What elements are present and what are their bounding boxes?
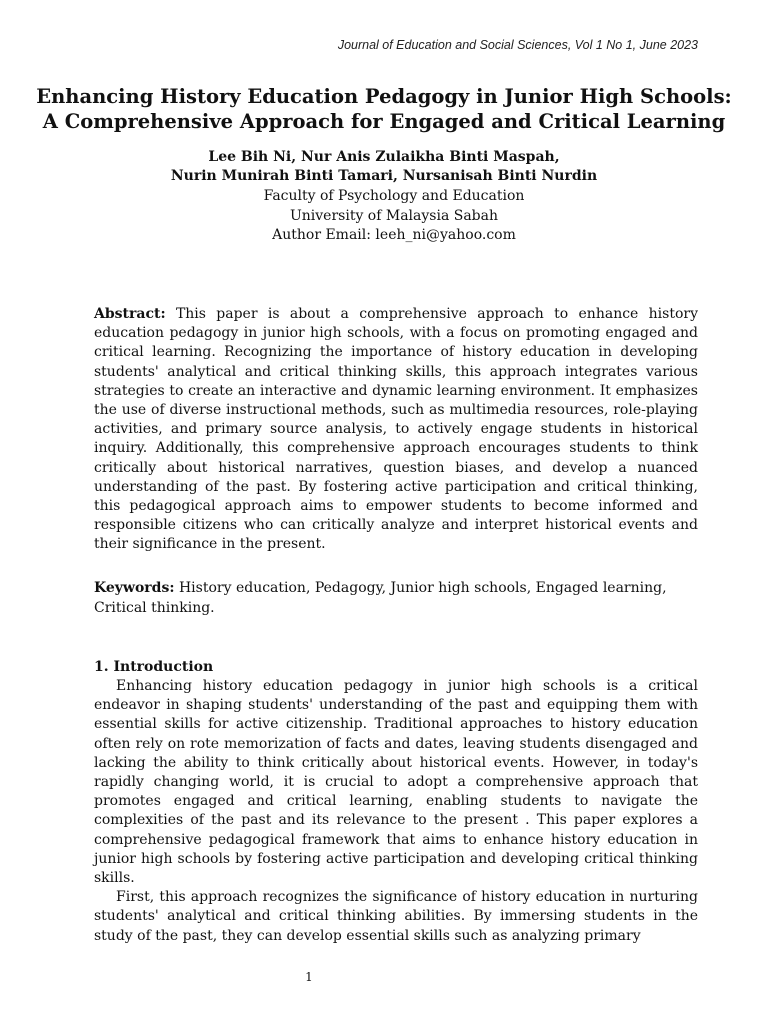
abstract-label: Abstract: [94,306,166,322]
section-heading-introduction: 1. Introduction [94,659,214,675]
author-email: Author Email: leeh_ni@yahoo.com [272,227,516,243]
abstract-text: This paper is about a comprehensive approach to enhance history education pedagogy in junior high schools, with a focus on promoting engaged and critical learning. Recognizing the importance of history education in developing students' analytical and critical thinking skills, this approach integrates various strategies to create an interactive and dynamic learning environment. It emphasizes the use of diverse instructional methods, such as multimedia resources, role-playing activities, and primary source analysis, to actively engage students in historical inquiry. Additionally, this comprehensive approach encourages students to think critically about historical narratives, question biases, and develop a nuanced understanding of the past. By fostering active participation and critical thinking, this pedagogical approach aims to empower students to become informed and responsible citizens who can critically analyze and interpret historical events and their significance in the present. [94,306,698,553]
paper-title [0,84,768,134]
affiliation [0,187,768,246]
authors-line-2: Nurin Munirah Binti Tamari, Nursanisah Binti Nurdin [170,168,598,184]
keywords-text: History education, Pedagogy, Junior high schools, Engaged learning, Critical thinking. [94,580,667,616]
introduction-body [94,677,698,946]
title-line-2: A Comprehensive Approach for Engaged and Critical Learning [42,110,726,133]
university: University of Malaysia Sabah [289,207,499,224]
abstract [94,305,698,555]
author-list [0,148,768,186]
keywords-label: Keywords: [94,580,175,596]
faculty: Faculty of Psychology and Education [263,188,525,204]
title-line-1: Enhancing History Education Pedagogy in Junior High Schools: [36,85,732,108]
page-number: 1 [305,970,313,984]
keywords [94,578,698,618]
paragraph: First, this approach recognizes the significance of history education in nurturing students' analytical and critical thinking abilities. By immersing students in the study of the past, they can develop essential skills such as analyzing primary [94,889,698,944]
authors-line-1: Lee Bih Ni, Nur Anis Zulaikha Binti Maspah, [208,149,560,165]
journal-header: Journal of Education and Social Sciences, Vol 1 No 1, June 2023 [337,38,698,52]
paragraph: Enhancing history education pedagogy in junior high schools is a critical endeavor in shaping students' understanding of the past and equipping them with essential skills for active citizenship. Traditional approaches to history education often rely on rote memorization of facts and dates, leaving students disengaged and lacking the ability to think critically about historical events. However, in today's rapidly changing world, it is crucial to adopt a comprehensive approach that promotes engaged and critical learning, enabling students to navigate the complexities of the past and its relevance to the present . This paper explores a comprehensive pedagogical framework that aims to enhance history education in junior high schools by fostering active participation and developing critical thinking skills. [94,678,698,887]
